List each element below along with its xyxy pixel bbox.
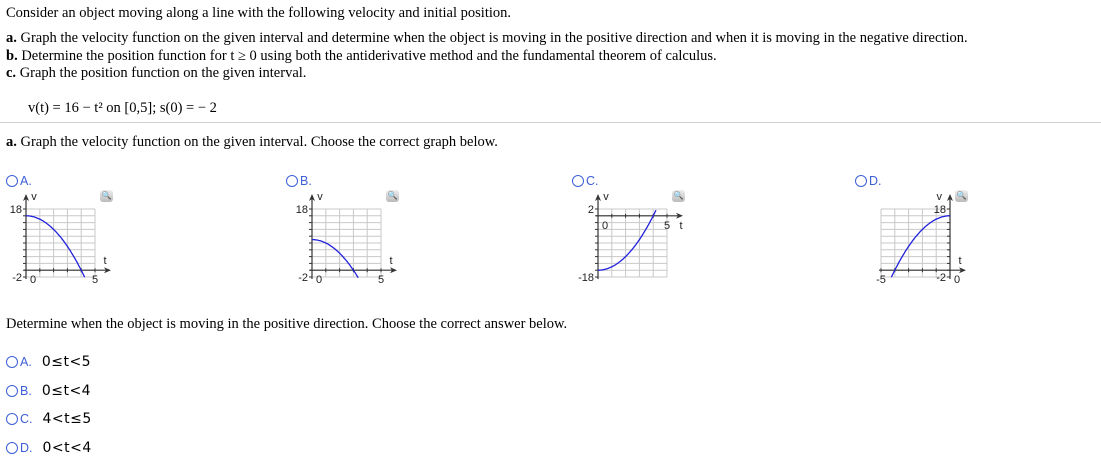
y-tick-label-top: 18 (295, 204, 308, 216)
x-tick-label-right: 5 (377, 274, 385, 287)
x-tick-label-right: 5 (663, 219, 671, 232)
y-tick-label-top: 2 (587, 204, 594, 216)
radio-circle[interactable] (855, 175, 867, 187)
y-tick-label-bottom: -18 (578, 272, 594, 284)
answer-text: 0<t<4 (42, 439, 92, 456)
option-letter: D. (869, 174, 882, 188)
option-letter: D. (20, 440, 33, 455)
radio-circle[interactable] (6, 356, 18, 368)
y-tick-label-bottom: -2 (936, 272, 946, 284)
part-b-label: b. (6, 48, 18, 64)
x-axis-label: t (679, 219, 683, 232)
magnifier-plus-icon[interactable]: 🔍 (673, 191, 684, 200)
x-axis-label: t (103, 255, 107, 268)
x-tick-label-left: 0 (602, 219, 609, 232)
option-letter: B. (20, 383, 32, 398)
question-graph (6, 134, 498, 151)
x-axis-label: t (958, 255, 962, 268)
velocity-graph-a (4, 191, 124, 296)
question-positive: Determine when the object is moving in the positive direction. Choose the correct answer below. (6, 316, 568, 332)
part-a (6, 30, 968, 47)
radio-circle[interactable] (6, 175, 18, 187)
answer-option-d[interactable] (6, 440, 92, 456)
part-a-text: Graph the velocity function on the given interval and determine when the object is moving in the positive direction and when it is moving in the negative direction. (16, 30, 968, 46)
x-tick-label-left: 0 (30, 274, 37, 287)
y-axis-label: v (603, 191, 609, 203)
velocity-graph-b (290, 191, 410, 296)
radio-circle[interactable] (286, 175, 298, 187)
radio-circle[interactable] (6, 442, 18, 454)
radio-circle[interactable] (6, 385, 18, 397)
y-tick-label-bottom: -2 (12, 272, 22, 284)
y-axis-label: v (936, 191, 942, 203)
intro-text: Consider an object moving along a line with the following velocity and initial position. (6, 5, 512, 21)
y-tick-label-top: 18 (9, 204, 22, 216)
part-b (6, 48, 717, 65)
x-tick-label-right: 0 (954, 274, 961, 287)
graph-option-b[interactable] (286, 174, 312, 188)
part-c (6, 65, 306, 82)
magnifier-plus-icon[interactable]: 🔍 (956, 191, 967, 200)
x-tick-label-left: 0 (316, 274, 323, 287)
part-c-text: Graph the position function on the given interval. (16, 65, 307, 81)
graph-option-d[interactable] (855, 174, 882, 188)
velocity-graph-d (859, 191, 979, 296)
velocity-curve (891, 216, 950, 277)
radio-circle[interactable] (6, 413, 18, 425)
y-tick-label-top: 18 (933, 204, 946, 216)
x-tick-label-right: 5 (91, 274, 99, 287)
x-axis-label: t (389, 255, 393, 268)
x-tick-label-left: -5 (876, 274, 886, 287)
velocity-graph-c (576, 191, 696, 296)
radio-circle[interactable] (572, 175, 584, 187)
question-graph-label: a. (6, 134, 17, 150)
answer-option-b[interactable] (6, 383, 91, 399)
velocity-curve (26, 216, 85, 277)
part-a-label: a. (6, 30, 17, 46)
option-letter: C. (20, 412, 33, 426)
velocity-curve (312, 240, 358, 278)
option-letter: A. (20, 174, 32, 188)
equation: v(t) = 16 − t² on [0,5]; s(0) = − 2 (28, 100, 217, 116)
divider (0, 122, 1101, 123)
y-axis-label: v (317, 191, 323, 203)
y-axis-label: v (31, 191, 37, 203)
answer-text: 0≤t<5 (41, 354, 92, 370)
part-b-text: Determine the position function for t ≥ 0 using both the antiderivative method and the fundamental theorem of calculus. (17, 48, 717, 64)
question-graph-text: Graph the velocity function on the given interval. Choose the correct graph below. (16, 134, 498, 150)
graph-option-c[interactable] (572, 174, 599, 188)
answer-text: 0≤t<4 (41, 382, 92, 399)
answer-text: 4<t≤5 (42, 411, 92, 427)
graph-option-a[interactable] (6, 174, 32, 188)
answer-option-c[interactable] (6, 411, 92, 427)
option-letter: B. (300, 174, 312, 188)
magnifier-plus-icon[interactable]: 🔍 (101, 191, 112, 200)
answer-option-a[interactable] (6, 354, 91, 370)
y-tick-label-bottom: -2 (298, 272, 308, 284)
part-c-label: c. (6, 65, 17, 81)
option-letter: A. (20, 355, 32, 369)
option-letter: C. (586, 174, 599, 188)
magnifier-plus-icon[interactable]: 🔍 (387, 191, 398, 200)
